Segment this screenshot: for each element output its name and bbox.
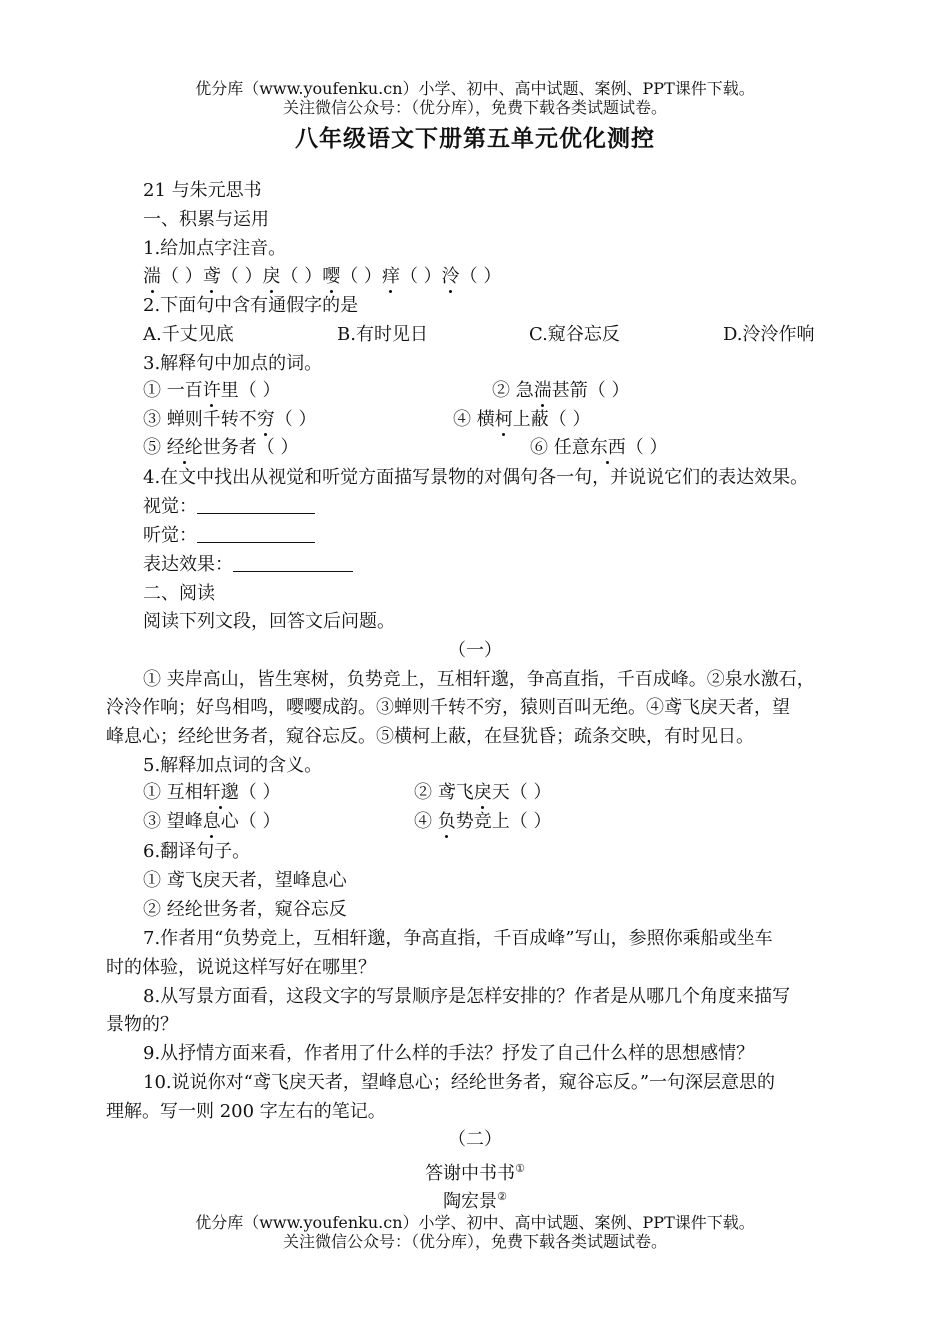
footer-line-2: 关注微信公众号：（优分库），免费下载各类试题试卷。	[282, 1232, 667, 1251]
q9: 9.从抒情方面来看，作者用了什么样的手法？抒发了自己什么样的思想感情？	[143, 1043, 755, 1064]
q1-paren[interactable]: （ ）	[220, 266, 263, 287]
q1-paren[interactable]: （ ）	[340, 266, 382, 287]
q1-paren[interactable]: （ ）	[161, 266, 203, 287]
footnote-mark[interactable]: ②	[497, 1190, 507, 1203]
q3-item-3: ③ 蝉则千转不穷（ ）	[143, 409, 317, 430]
q1-char: 鸢	[202, 266, 221, 287]
q4-visual-row: 视觉：	[143, 496, 315, 518]
q1-paren[interactable]: （ ）	[280, 266, 323, 287]
footnote-mark[interactable]: ①	[515, 1162, 525, 1175]
footer-line-1: 优分库（www.youfenku.cn）小学、初中、高中试题、案例、PPT课件下载。	[195, 1213, 755, 1232]
reading-intro: 阅读下列文段，回答文后问题。	[143, 611, 395, 632]
q7-line-2: 时的体验，说说这样写好在哪里？	[106, 957, 376, 978]
header-line-2: 关注微信公众号：（优分库），免费下载各类试题试卷。	[282, 98, 667, 117]
q1-stem: 1.给加点字注音。	[143, 238, 287, 259]
q1-paren[interactable]: （ ）	[459, 266, 502, 287]
q4-audio-blank[interactable]	[197, 526, 315, 543]
q3-item-4: ④ 横柯上蔽（ ）	[453, 409, 591, 430]
q3-stem: 3.解释句中加点的词。	[143, 353, 323, 374]
q3-item-5: ⑤ 经纶世务者（ ）	[143, 437, 299, 458]
article-author: 陶宏景②	[443, 1190, 507, 1212]
q7-line-1: 7.作者用“负势竞上，互相轩邈，争高直指，千百成峰”写山，参照你乘船或坐车	[143, 928, 773, 949]
q3-item-6: ⑥ 任意东西（ ）	[530, 437, 668, 458]
q1-char: 痒	[381, 266, 400, 287]
q1-paren[interactable]: （ ）	[399, 266, 442, 287]
q6-sentence-2: ② 经纶世务者，窥谷忘反	[143, 899, 347, 920]
q1-chars-row	[143, 266, 501, 288]
part-two-label: （二）	[448, 1129, 502, 1150]
q2-option-a[interactable]: A.千丈见底	[143, 324, 234, 345]
part-one-label: （一）	[448, 640, 502, 661]
q1-char: 湍	[143, 266, 161, 287]
q4-effect-row: 表达效果：	[143, 554, 353, 576]
q10-line-2: 理解。写一则 200 字左右的笔记。	[106, 1101, 386, 1122]
q8-line-1: 8.从写景方面看，这段文字的写景顺序是怎样安排的？作者是从哪几个角度来描写	[143, 986, 791, 1007]
q2-stem: 2.下面句中含有通假字的是	[143, 295, 359, 316]
q1-char: 戾	[262, 266, 281, 287]
q4-stem: 4.在文中找出从视觉和听觉方面描写景物的对偶句各一句，并说说它们的表达效果。	[143, 467, 809, 488]
q2-option-c[interactable]: C.窥谷忘反	[529, 324, 620, 345]
q5-item-2: ② 鸢飞戾天（ ）	[414, 782, 552, 803]
section-accumulation: 一、积累与运用	[143, 209, 269, 230]
q5-stem: 5.解释加点词的含义。	[143, 755, 323, 776]
q3-item-1: ① 一百许里（ ）	[143, 380, 281, 401]
passage-line-1: ① 夹岸高山，皆生寒树，负势竞上，互相轩邈，争高直指，千百成峰。②泉水激石，	[143, 669, 815, 690]
q6-stem: 6.翻译句子。	[143, 841, 251, 862]
section-reading: 二、阅读	[143, 583, 215, 604]
q4-audio-row: 听觉：	[143, 525, 315, 547]
lesson-title: 21 与朱元思书	[143, 180, 262, 201]
q5-item-1: ① 互相轩邈（ ）	[143, 782, 281, 803]
q5-item-3: ③ 望峰息心（ ）	[143, 811, 281, 832]
q6-sentence-1: ① 鸢飞戾天者，望峰息心	[143, 870, 347, 891]
passage-line-2: 泠泠作响；好鸟相鸣，嘤嘤成韵。③蝉则千转不穷，猿则百叫无绝。④鸢飞戾天者，望	[106, 697, 790, 718]
q8-line-2: 景物的？	[106, 1014, 178, 1035]
q4-effect-blank[interactable]	[233, 555, 353, 572]
q3-item-2: ② 急湍甚箭（ ）	[492, 380, 630, 401]
q5-item-4: ④ 负势竞上（ ）	[414, 811, 552, 832]
q4-visual-blank[interactable]	[197, 497, 315, 514]
header-line-1: 优分库（www.youfenku.cn）小学、初中、高中试题、案例、PPT课件下载。	[195, 79, 755, 98]
q1-char: 嘤	[322, 266, 341, 287]
q2-option-d[interactable]: D.泠泠作响	[723, 324, 815, 345]
q1-char: 泠	[441, 266, 460, 287]
passage-line-3: 峰息心；经纶世务者，窥谷忘反。⑤横柯上蔽，在昼犹昏；疏条交映，有时见日。	[106, 726, 754, 747]
page-title: 八年级语文下册第五单元优化测控	[295, 126, 655, 152]
q10-line-1: 10.说说你对“鸢飞戾天者，望峰息心；经纶世务者，窥谷忘反。”一句深层意思的	[143, 1072, 776, 1093]
article-title: 答谢中书书①	[425, 1162, 525, 1184]
q2-option-b[interactable]: B.有时见日	[337, 324, 428, 345]
